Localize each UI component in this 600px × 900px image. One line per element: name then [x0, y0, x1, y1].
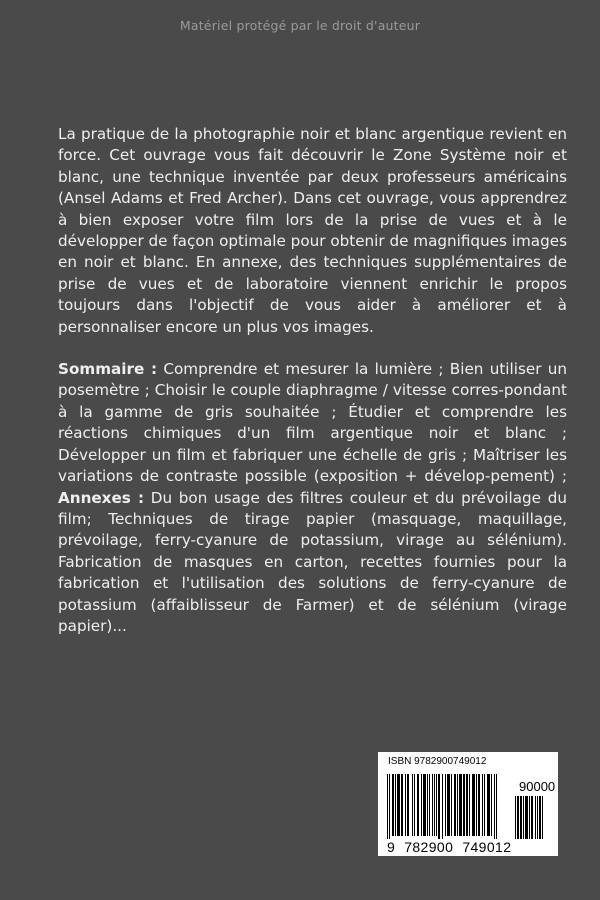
barcode-bar — [466, 774, 468, 836]
summary-paragraph — [58, 359, 567, 637]
barcode-bar — [523, 796, 524, 839]
barcode-bar — [525, 796, 528, 839]
barcode-bar — [496, 774, 497, 839]
barcode-bar — [515, 796, 516, 839]
barcode-bar — [445, 774, 446, 836]
barcode-bar — [423, 774, 426, 836]
barcode-digit-group-1: 782900 — [404, 839, 454, 855]
barcode-bar — [436, 774, 437, 836]
barcode-bar — [478, 774, 480, 836]
barcode-bar — [457, 774, 458, 836]
barcode-digits — [387, 839, 520, 855]
barcode-bar — [542, 796, 543, 839]
barcode-bar — [531, 796, 533, 839]
barcode-bars — [387, 774, 509, 839]
barcode-bar — [414, 774, 415, 836]
barcode-bar — [438, 774, 440, 839]
barcode-bar — [517, 796, 519, 839]
barcode-bar — [392, 774, 394, 836]
barcode-bar — [401, 774, 403, 836]
barcode-bar — [459, 774, 462, 836]
barcode-bar — [454, 774, 456, 836]
barcode-bar — [421, 774, 422, 836]
annex-label: Annexes : — [58, 488, 145, 507]
barcode-bar — [442, 774, 443, 839]
isbn-label: ISBN 9782900749012 — [388, 756, 487, 767]
barcode-bar — [417, 774, 419, 836]
barcode-bar — [405, 774, 406, 836]
barcode-bar — [537, 796, 538, 839]
barcode-bar — [389, 774, 390, 839]
barcode-bar — [407, 774, 409, 836]
barcode-bar — [447, 774, 450, 836]
barcode-bar — [472, 774, 475, 836]
barcode-bar — [463, 774, 465, 836]
barcode-bar — [397, 774, 400, 836]
barcode-bar — [491, 774, 492, 836]
copyright-watermark-top: Matériel protégé par le droit d'auteur — [179, 18, 421, 33]
barcode-bar — [387, 774, 388, 839]
barcode-digit-prefix: 9 — [387, 839, 396, 855]
annex-text: Du bon usage des filtres couleur et du prévoilage du film; Techniques de tirage papier (masquage, maquillage, prévoilage, ferry-cyanure de potassium, virage au sélénium). Fabrication de masques en carton, recettes fournies pour la fabrication et l'utilisation des solutions de ferry-cyanure de potassium (affaiblisseur de Farmer) et de sélénium (virage papier)... — [58, 488, 567, 635]
summary-text: Comprendre et mesurer la lumière ; Bien utiliser un posemètre ; Choisir le couple diaphragme / vitesse corres-pondant à la gamme de gris souhaitée ; Étudier et comprendre les réactions chimiques d'un film argentique noir et blanc ; Développer un film et fabriquer une échelle de gris ; Maîtriser les variations de contraste possible (exposition + dévelop-pement) ; — [58, 360, 567, 486]
barcode-bar — [429, 774, 430, 836]
barcode-bar — [469, 774, 470, 836]
description-paragraph: La pratique de la photographie noir et blanc argentique revient en force. Cet ouvrage vous fait découvrir le Zone Système noir et blanc, une technique inventée par deux professeurs américains (Ansel Adams et Fred Archer). Dans cet ouvrage, vous apprendrez à bien exposer votre film lors de la prise de vues et à le développer de façon optimale pour obtenir de magnifiques images en noir et blanc. En annexe, des techniques supplémentaires de prise de vues et de laboratoire viennent enrichir le propos toujours dans l'objectif de vous aider à améliorer et à personnaliser encore un plus vos images. — [58, 125, 567, 336]
summary-label: Sommaire : — [58, 360, 158, 379]
barcode-bar — [395, 774, 396, 836]
barcode-digit-group-2: 749012 — [462, 839, 512, 855]
price-code: 90000 — [519, 779, 556, 794]
back-cover-text — [58, 124, 567, 637]
barcode-bar — [451, 774, 452, 836]
isbn-barcode — [378, 752, 558, 856]
barcode-bar — [494, 774, 495, 839]
barcode-bar — [539, 796, 541, 839]
barcode-bar — [487, 774, 490, 836]
barcode-bar — [529, 796, 530, 839]
barcode-bar — [432, 774, 433, 836]
barcode-bar — [484, 774, 485, 836]
barcode-bar — [434, 774, 435, 836]
barcode-bar — [535, 796, 536, 839]
barcode-bar — [412, 774, 413, 836]
price-barcode-bars — [515, 796, 551, 839]
barcode-bar — [482, 774, 483, 836]
barcode-bar — [476, 774, 477, 836]
barcode-bar — [520, 796, 522, 839]
barcode-bar — [427, 774, 428, 836]
